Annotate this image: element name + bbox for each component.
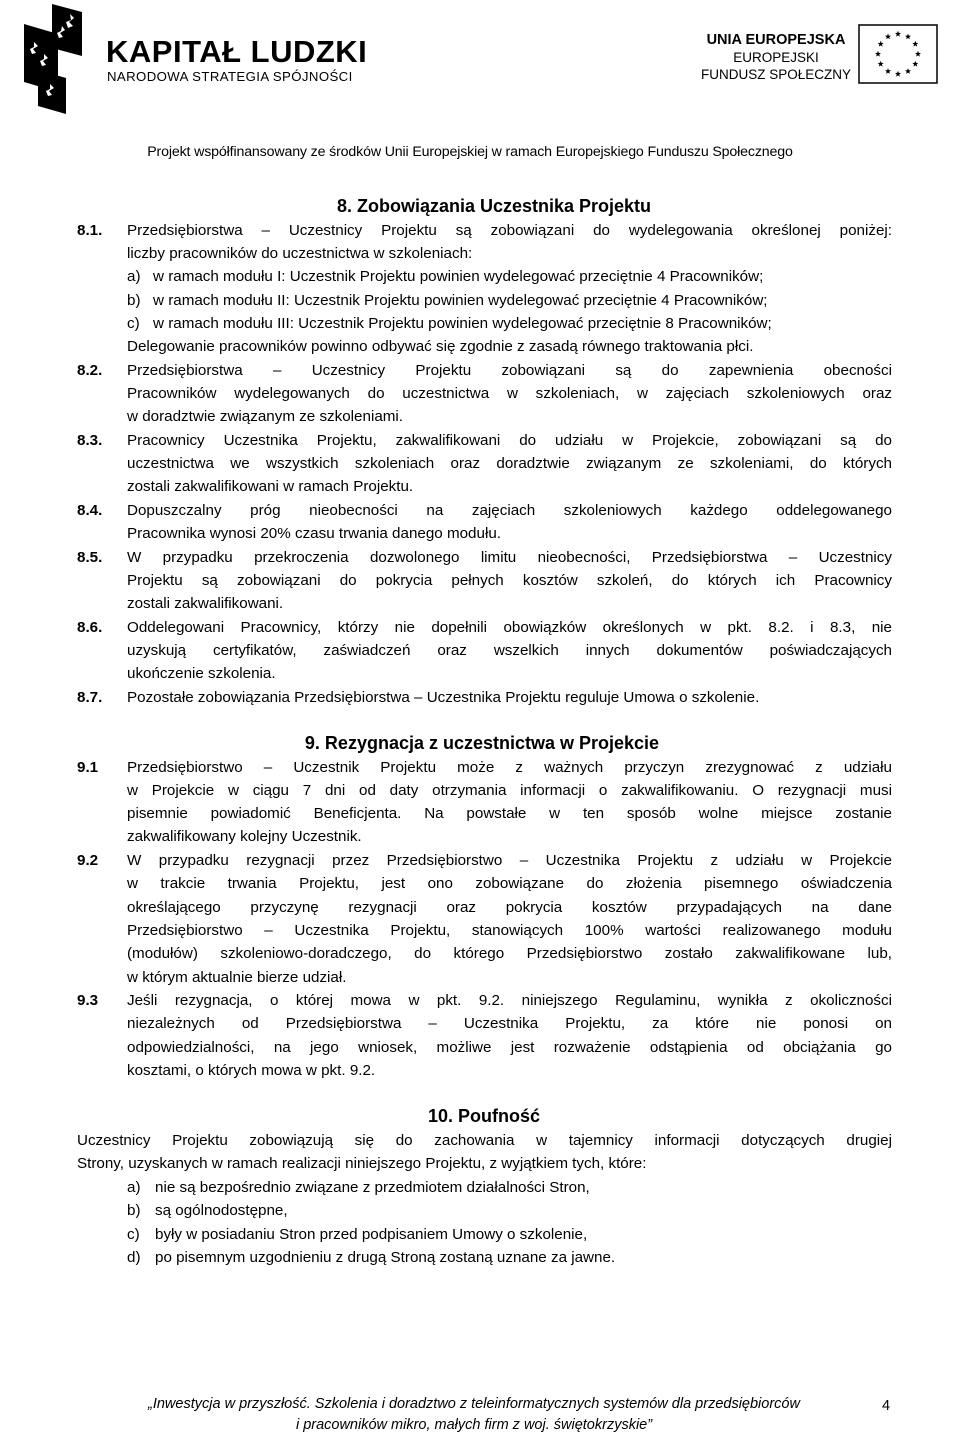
text-line: W przypadku rezygnacji przez Przedsiębiorstwo – Uczestnika Projektu z udziału w Projekcie: [127, 852, 892, 869]
sub-item-text: po pisemnym uzgodnieniu z drugą Stroną zostaną uznane za jawne.: [155, 1249, 616, 1266]
text-line: określającego przyczynę rezygnacji oraz pokrycia kosztów przypadających na dane: [127, 899, 892, 916]
item-number: 9.2: [77, 852, 99, 869]
text-line: niezależnych od Przedsiębiorstwa – Uczestnika Projektu, za które nie ponosi on: [127, 1015, 892, 1032]
text-line: Projektu są zobowiązani do pokrycia pełnych kosztów szkoleń, do których ich Pracownicy: [127, 572, 892, 589]
footer-line1: „Inwestycja w przyszłość. Szkolenia i doradztwo z teleinformatycznych systemów dla przedsiębiorców: [148, 1396, 800, 1412]
sub-item-label: b): [127, 1202, 141, 1219]
sub-item-text: nie są bezpośrednio związane z przedmiotem działalności Stron,: [155, 1179, 590, 1196]
footer-line2: i pracowników mikro, małych firm z woj. świętokrzyskie”: [295, 1417, 653, 1433]
text-line: liczby pracowników do uczestnictwa w szkoleniach:: [127, 245, 473, 262]
sub-item-label: b): [127, 292, 141, 309]
text-line: zakwalifikowany kolejny Uczestnik.: [127, 828, 362, 845]
item-number: 8.6.: [77, 619, 103, 636]
text-line: Oddelegowani Pracownicy, którzy nie dopełnili obowiązków określonych w pkt. 8.2. i 8.3, nie: [127, 619, 892, 636]
page-header: [0, 0, 960, 170]
text-line: odpowiedzialności, na jego wniosek, możliwe jest rozważenie odstąpienia od obciążania go: [127, 1039, 892, 1056]
text-line: Dopuszczalny próg nieobecności na zajęciach szkoleniowych każdego oddelegowanego: [127, 502, 892, 519]
sub-item-text: w ramach modułu III: Uczestnik Projektu powinien wydelegować przeciętnie 8 Pracowników;: [153, 315, 772, 332]
sub-item-label: c): [127, 315, 140, 332]
eu-line2: EUROPEJSKI: [733, 50, 819, 65]
sub-item-label: a): [127, 268, 141, 285]
eu-line1: UNIA EUROPEJSKA: [706, 32, 846, 48]
eu-fund-label: [700, 32, 852, 83]
item-number: 9.3: [77, 992, 99, 1009]
text-line: uczestnictwa we wszystkich szkoleniach oraz doradztwie związanym ze szkoleniami, do których: [127, 455, 892, 472]
sub-item-label: c): [127, 1226, 140, 1243]
sub-item-text: w ramach modułu I: Uczestnik Projektu powinien wydelegować przeciętnie 4 Pracowników;: [153, 268, 764, 285]
sub-item-text: w ramach modułu II: Uczestnik Projektu powinien wydelegować przeciętnie 4 Pracowników;: [153, 292, 768, 309]
text-line: Przedsiębiorstwo – Uczestnika Projektu, stanowiących 100% wartości realizowanego modułu: [127, 922, 892, 939]
item-number: 8.5.: [77, 549, 103, 566]
cofinancing-statement: Projekt współfinansowany ze środków Unii Europejskiej w ramach Europejskiego Funduszu Społecznego: [147, 144, 793, 160]
section-8-heading: 8. Zobowiązania Uczestnika Projektu: [336, 196, 652, 216]
text-line: Przedsiębiorstwo – Uczestnik Projektu może z ważnych przyczyn zrezygnować z udziału: [127, 759, 892, 776]
text-line: w Projekcie w ciągu 7 dni od daty otrzymania informacji o zakwalifikowaniu. O rezygnacji musi: [127, 782, 892, 799]
text-line: zostali zakwalifikowani w ramach Projektu.: [127, 478, 414, 495]
item-number: 8.2.: [77, 362, 103, 379]
text-line: pisemnie powiadomić Beneficjenta. Na powstałe w ten sposób wolne miejsce zostanie: [127, 805, 892, 822]
sub-item-label: d): [127, 1249, 141, 1266]
text-line: Pozostałe zobowiązania Przedsiębiorstwa – Uczestnika Projektu reguluje Umowa o szkolenie.: [127, 689, 760, 706]
text-line: w którym aktualnie bierze udział.: [127, 969, 347, 986]
text-line: Pracownika wynosi 20% czasu trwania danego modułu.: [127, 525, 501, 542]
text-line: W przypadku przekroczenia dozwolonego limitu nieobecności, Przedsiębiorstwa – Uczestnicy: [127, 549, 892, 566]
item-number: 8.4.: [77, 502, 103, 519]
page-number: 4: [882, 1398, 891, 1414]
kapital-ludzki-title: KAPITAŁ LUDZKI: [106, 34, 368, 69]
section-9-heading: 9. Rezygnacja z uczestnictwa w Projekcie: [304, 733, 660, 753]
text-line: Jeśli rezygnacja, o której mowa w pkt. 9.2. niniejszego Regulaminu, wynikła z okoliczności: [127, 992, 892, 1009]
item-number: 8.3.: [77, 432, 103, 449]
item-number: 8.7.: [77, 689, 103, 706]
text-line: Uczestnicy Projektu zobowiązują się do zachowania w tajemnicy informacji dotyczących drugiej: [77, 1132, 892, 1149]
text-line: Pracownicy Uczestnika Projektu, zakwalifikowani do udziału w Projekcie, zobowiązani są do: [127, 432, 892, 449]
text-line: Strony, uzyskanych w ramach realizacji niniejszego Projektu, z wyjątkiem tych, które:: [77, 1155, 647, 1172]
text-line: w trakcie trwania Projektu, jest ono zobowiązane do złożenia pisemnego oświadczenia: [127, 875, 892, 892]
section-10-heading: 10. Poufność: [427, 1106, 541, 1126]
sub-item-text: są ogólnodostępne,: [155, 1202, 288, 1219]
text-line: Pracowników wydelegowanych do uczestnictwa w szkoleniach, w zajęciach szkoleniowych oraz: [127, 385, 892, 402]
item-number: 8.1.: [77, 222, 103, 239]
text-line: Przedsiębiorstwa – Uczestnicy Projektu są zobowiązani do wydelegowania określonej poniżej:: [127, 222, 892, 239]
kapital-ludzki-subtitle: NARODOWA STRATEGIA SPÓJNOŚCI: [107, 69, 353, 84]
sub-item-label: a): [127, 1179, 141, 1196]
eu-line3: FUNDUSZ SPOŁECZNY: [700, 67, 852, 82]
sub-item-text: były w posiadaniu Stron przed podpisaniem Umowy o szkolenie,: [155, 1226, 588, 1243]
delegation-note: Delegowanie pracowników powinno odbywać się zgodnie z zasadą równego traktowania płci.: [127, 338, 754, 355]
item-number: 9.1: [77, 759, 99, 776]
text-line: (modułów) szkoleniowo-doradczego, do którego Przedsiębiorstwo zostało zakwalifikowane lub,: [127, 945, 892, 962]
text-line: w doradztwie związanym ze szkoleniami.: [127, 408, 404, 425]
text-line: ukończenie szkolenia.: [127, 665, 276, 682]
kapital-ludzki-logo-icon: [22, 4, 82, 114]
text-line: Przedsiębiorstwa – Uczestnicy Projektu zobowiązani są do zapewnienia obecności: [127, 362, 892, 379]
text-line: kosztami, o których mowa w pkt. 9.2.: [127, 1062, 376, 1079]
text-line: zostali zakwalifikowani.: [127, 595, 284, 612]
eu-flag-icon: [858, 24, 938, 84]
text-line: uzyskują certyfikatów, zaświadczeń oraz wszelkich innych dokumentów poświadczających: [127, 642, 892, 659]
